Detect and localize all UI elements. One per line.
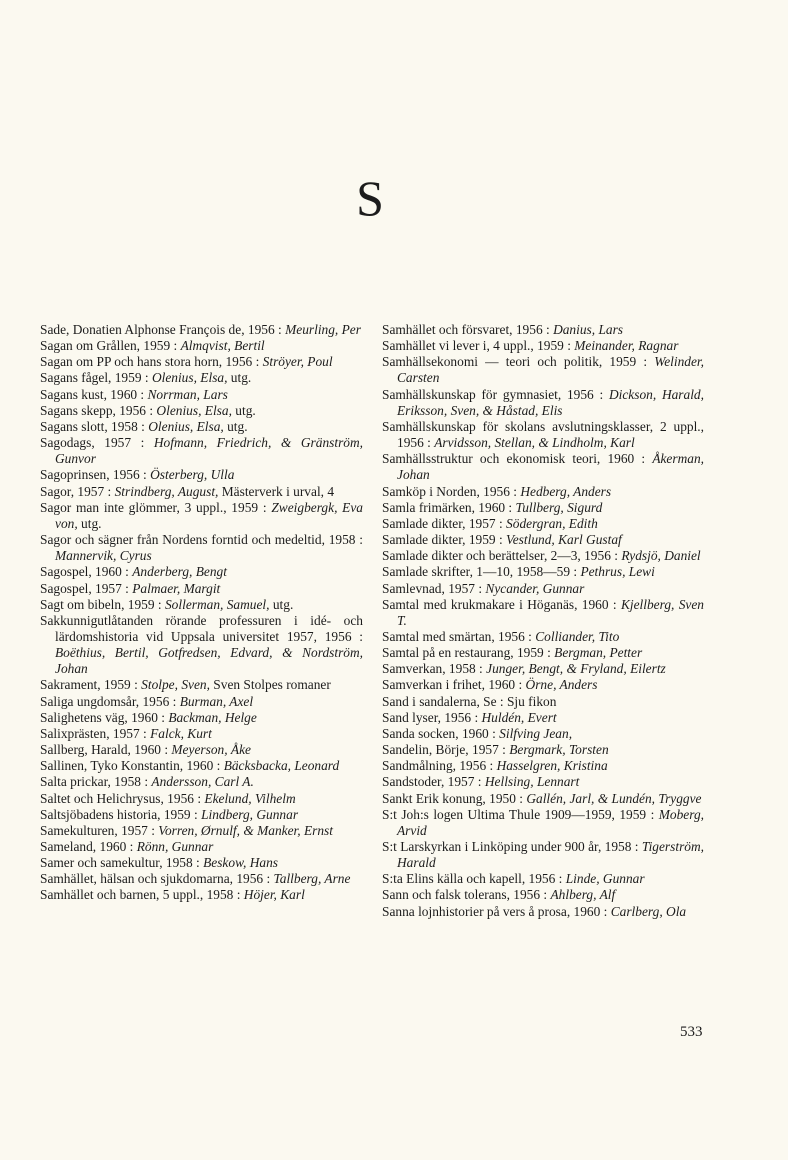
page-number: 533 — [680, 1024, 703, 1040]
entry-title: Sankt Erik konung, 1950 : — [382, 790, 527, 806]
entry-author: Bergman, Petter — [554, 645, 643, 661]
entry-author: Mannervik, Cyrus — [55, 548, 152, 564]
entry-note: utg. — [269, 596, 294, 612]
entry-author: Bäcksbacka, Leonard — [223, 758, 340, 774]
index-entry — [40, 758, 363, 774]
entry-note: utg. — [231, 402, 256, 418]
entry-title: Sagans slott, 1958 : — [40, 418, 149, 434]
entry-note: utg. — [223, 418, 248, 434]
entry-author: Olenius, Elsa, — [148, 418, 224, 434]
entry-author: Lindberg, Gunnar — [201, 806, 299, 822]
entry-author: Olenius, Elsa, — [156, 402, 232, 418]
index-entry — [382, 661, 704, 677]
index-entry — [40, 807, 363, 823]
entry-author: Strindberg, August, — [114, 483, 219, 499]
entry-author: Kjellberg, Sven T. — [397, 596, 704, 628]
entry-title: Samhället vi lever i, 4 uppl., 1959 : — [382, 338, 575, 354]
entry-title: Sagans skepp, 1956 : — [40, 402, 157, 418]
left-column — [40, 322, 363, 904]
index-entry — [40, 710, 363, 726]
entry-author: Gallén, Jarl, & Lundén, Tryggve — [526, 790, 702, 806]
entry-author: Österberg, Ulla — [150, 467, 235, 483]
entry-author: Vorren, Ørnulf, & Manker, Ernst — [158, 822, 333, 838]
entry-author: Huldén, Evert — [481, 709, 557, 725]
entry-author: Tigerström, Harald — [397, 839, 704, 871]
index-entry — [382, 742, 704, 758]
index-entry — [382, 807, 704, 839]
entry-title: Sakkunnigutlåtanden rörande professuren i idé- och lärdomshistoria vid Uppsala universitet 1957, 1956 : — [40, 612, 363, 644]
entry-title: Sagodags, 1957 : — [40, 435, 154, 451]
entry-author: Welinder, Carsten — [397, 354, 704, 386]
entry-author: Bergmark, Torsten — [509, 742, 609, 758]
entry-author: Almqvist, Bertil — [180, 338, 265, 354]
entry-title: Saltet och Helichrysus, 1956 : — [40, 790, 205, 806]
index-entry — [40, 742, 363, 758]
entry-title: Sagospel, 1960 : — [40, 564, 133, 580]
index-entry — [382, 548, 704, 564]
index-entry — [40, 564, 363, 580]
entry-author: Arvidsson, Stellan, & Lindholm, Karl — [434, 435, 635, 451]
entry-author: Hedberg, Anders — [520, 483, 612, 499]
index-entry — [382, 726, 704, 742]
index-entry — [40, 419, 363, 435]
entry-author: Beskow, Hans — [203, 855, 278, 871]
index-entry — [382, 694, 704, 710]
index-entry — [382, 500, 704, 516]
entry-author: Silfving Jean, — [499, 725, 573, 741]
entry-author: Burman, Axel — [179, 693, 254, 709]
entry-title: Samlevnad, 1957 : — [382, 580, 486, 596]
entry-title: Samtal på en restaurang, 1959 : — [382, 645, 555, 661]
entry-title: Sandmålning, 1956 : — [382, 758, 497, 774]
index-entry — [40, 500, 363, 532]
index-entry — [382, 451, 704, 483]
entry-title: Samhällskunskap för gymnasiet, 1956 : — [382, 386, 609, 402]
entry-author: Linde, Gunnar — [565, 871, 645, 887]
index-entry — [382, 629, 704, 645]
entry-author: Sollerman, Samuel, — [164, 596, 270, 612]
index-entry — [40, 532, 363, 564]
entry-author: Andersson, Carl A. — [151, 774, 254, 790]
entry-title: Sallberg, Harald, 1960 : — [40, 742, 172, 758]
entry-author: Rönn, Gunnar — [136, 839, 214, 854]
entry-author: Dickson, Harald, Eriksson, Sven, & Håstad, Elis — [397, 386, 704, 418]
index-entry — [382, 516, 704, 532]
entry-title: Samlade skrifter, 1—10, 1958—59 : — [382, 564, 581, 580]
entry-title: Sagor man inte glömmer, 3 uppl., 1959 : — [40, 499, 272, 515]
index-entry — [40, 726, 363, 742]
entry-author: Olenius, Elsa, — [151, 370, 228, 386]
index-entry — [40, 484, 363, 500]
entry-author: Falck, Kurt — [150, 725, 212, 741]
index-entry — [40, 467, 363, 483]
entry-author: Tallberg, Arne — [273, 871, 351, 887]
entry-title: Samer och samekultur, 1958 : — [40, 855, 204, 871]
entry-title: Samtal med krukmakare i Höganäs, 1960 : — [382, 596, 621, 612]
entry-title: Sanna lojnhistorier på vers å prosa, 1960 : — [382, 903, 611, 919]
entry-title: Sagans kust, 1960 : — [40, 386, 148, 402]
entry-author: Norrman, Lars — [147, 386, 228, 402]
section-letter: S — [356, 170, 384, 226]
index-entry — [382, 338, 704, 354]
entry-author: Palmaer, Margit — [132, 580, 221, 596]
index-entry — [40, 823, 363, 839]
entry-title: Samhället och barnen, 5 uppl., 1958 : — [40, 887, 244, 903]
entry-author: Ströyer, Poul — [262, 354, 333, 370]
index-entry — [382, 484, 704, 500]
entry-title: Samlade dikter, 1959 : — [382, 532, 507, 548]
index-entry — [40, 774, 363, 790]
entry-title: Samköp i Norden, 1956 : — [382, 483, 521, 499]
index-entry — [40, 387, 363, 403]
index-entry — [40, 435, 363, 467]
entry-author: Moberg, Arvid — [397, 806, 704, 838]
entry-author: Södergran, Edith — [506, 515, 598, 531]
entry-author: Backman, Helge — [168, 709, 257, 725]
entry-author: Pethrus, Lewi — [580, 564, 655, 580]
entry-author: Meyerson, Åke — [171, 742, 251, 758]
entry-author: Höjer, Karl — [243, 887, 305, 903]
entry-title: Samverkan i frihet, 1960 : — [382, 677, 526, 693]
index-entry — [382, 354, 704, 386]
entry-title: Sagor, 1957 : — [40, 483, 115, 499]
entry-author: Hellsing, Lennart — [484, 774, 580, 790]
entry-title: Sakrament, 1959 : — [40, 677, 142, 693]
entry-title: S:t Larskyrkan i Linköping under 900 år, 1958 : — [382, 839, 642, 854]
entry-title: Samhällskunskap för skolans avslutningsklasser, 2 uppl., 1956 : — [382, 418, 704, 451]
index-entry — [40, 613, 363, 678]
entry-title: Salta prickar, 1958 : — [40, 774, 152, 790]
entry-title: Sallinen, Tyko Konstantin, 1960 : — [40, 758, 224, 774]
entry-title: Sagoprinsen, 1956 : — [40, 467, 151, 483]
entry-title: Salixprästen, 1957 : — [40, 725, 151, 741]
index-entry — [40, 581, 363, 597]
index-entry — [382, 645, 704, 661]
index-entry — [382, 532, 704, 548]
entry-author: Tullberg, Sigurd — [515, 499, 603, 515]
entry-title: Sade, Donatien Alphonse François de, 1956 : — [40, 322, 286, 337]
index-entry — [40, 322, 363, 338]
entry-title: Saliga ungdomsår, 1956 : — [40, 693, 180, 709]
entry-author: Örne, Anders — [525, 677, 598, 693]
index-entry — [382, 791, 704, 807]
entry-title: Samhället, hälsan och sjukdomarna, 1956 : — [40, 871, 274, 887]
entry-title: Sagt om bibeln, 1959 : — [40, 596, 165, 612]
index-entry — [382, 581, 704, 597]
index-entry — [382, 887, 704, 903]
entry-author: Carlberg, Ola — [610, 903, 687, 919]
index-entry — [382, 419, 704, 451]
entry-note: utg. — [227, 370, 252, 386]
index-entry — [382, 597, 704, 629]
entry-author: Ekelund, Vilhelm — [204, 790, 296, 806]
entry-author: Anderberg, Bengt — [132, 564, 227, 580]
index-entry — [382, 387, 704, 419]
index-entry — [40, 597, 363, 613]
entry-title: Sandstoder, 1957 : — [382, 774, 485, 790]
index-entry — [382, 839, 704, 871]
index-entry — [40, 887, 363, 903]
entry-title: Samtal med smärtan, 1956 : — [382, 628, 536, 644]
index-entry — [382, 710, 704, 726]
entry-title: Sann och falsk tolerans, 1956 : — [382, 887, 551, 903]
index-entry — [40, 839, 363, 855]
entry-title: Samhällsstruktur och ekonomisk teori, 1960 : — [382, 451, 653, 467]
entry-title: Sameland, 1960 : — [40, 839, 137, 854]
entry-author: Hasselgren, Kristina — [496, 758, 608, 774]
entry-author: Ahlberg, Alf — [550, 887, 616, 903]
entry-author: Colliander, Tito — [535, 628, 620, 644]
entry-title: Samla frimärken, 1960 : — [382, 499, 516, 515]
entry-title: Saltsjöbadens historia, 1959 : — [40, 806, 202, 822]
entry-title: Sagans fågel, 1959 : — [40, 370, 152, 386]
entry-title: Samlade dikter, 1957 : — [382, 515, 507, 531]
entry-title: S:ta Elins källa och kapell, 1956 : — [382, 871, 566, 887]
entry-title: Sagor och sägner från Nordens forntid och medeltid, 1958 : — [40, 532, 363, 548]
entry-title: Samhället och försvaret, 1956 : — [382, 322, 554, 337]
index-entry — [40, 791, 363, 807]
entry-title: Samekulturen, 1957 : — [40, 822, 159, 838]
index-entry — [382, 904, 704, 920]
right-column — [382, 322, 704, 920]
entry-title: Samlade dikter och berättelser, 2—3, 1956 : — [382, 548, 622, 564]
index-entry — [382, 871, 704, 887]
index-entry — [40, 338, 363, 354]
index-entry — [40, 370, 363, 386]
entry-title: Samhällsekonomi — teori och politik, 1959 : — [382, 354, 655, 370]
entry-author: Nycander, Gunnar — [485, 580, 585, 596]
entry-author: Boëthius, Bertil, Gotfredsen, Edvard, & Nordström, Johan — [55, 645, 363, 677]
index-entry — [40, 694, 363, 710]
entry-title: Sagospel, 1957 : — [40, 580, 133, 596]
entry-author: Rydsjö, Daniel — [621, 548, 701, 564]
index-entry — [382, 564, 704, 580]
entry-author: Hofmann, Friedrich, & Gränström, Gunvor — [55, 435, 363, 467]
entry-title: Samverkan, 1958 : — [382, 661, 487, 677]
entry-author: Vestlund, Karl Gustaf — [506, 532, 622, 548]
entry-author: Junger, Bengt, & Fryland, Eilertz — [486, 661, 666, 677]
index-entry — [382, 758, 704, 774]
entry-title: Sandelin, Börje, 1957 : — [382, 742, 510, 758]
entry-title: Sand i sandalerna, Se : Sju fikon — [382, 693, 557, 709]
index-entry — [40, 403, 363, 419]
entry-author: Åkerman, Johan — [397, 451, 704, 483]
entry-title: Sand lyser, 1956 : — [382, 709, 482, 725]
entry-title: Sagan om Grållen, 1959 : — [40, 338, 181, 354]
entry-title: Sagan om PP och hans stora horn, 1956 : — [40, 354, 263, 370]
entry-note: Mästerverk i urval, 4 — [218, 483, 335, 499]
entry-author: Stolpe, Sven, — [141, 677, 210, 693]
entry-author: Zweigbergk, Eva von, — [55, 499, 364, 531]
index-entry — [40, 871, 363, 887]
entry-author: Danius, Lars — [553, 322, 624, 337]
index-entry — [382, 322, 704, 338]
entry-title: S:t Joh:s logen Ultima Thule 1909—1959, 1959 : — [382, 806, 659, 822]
entry-title: Sanda socken, 1960 : — [382, 725, 500, 741]
entry-note: Sven Stolpes romaner — [209, 677, 331, 693]
index-entry — [40, 677, 363, 693]
entry-author: Meurling, Per — [285, 322, 361, 337]
index-entry — [382, 774, 704, 790]
index-entry — [382, 677, 704, 693]
entry-title: Salighetens väg, 1960 : — [40, 709, 169, 725]
index-entry — [40, 354, 363, 370]
entry-note: utg. — [77, 515, 102, 531]
index-entry — [40, 855, 363, 871]
entry-author: Meinander, Ragnar — [574, 338, 679, 354]
